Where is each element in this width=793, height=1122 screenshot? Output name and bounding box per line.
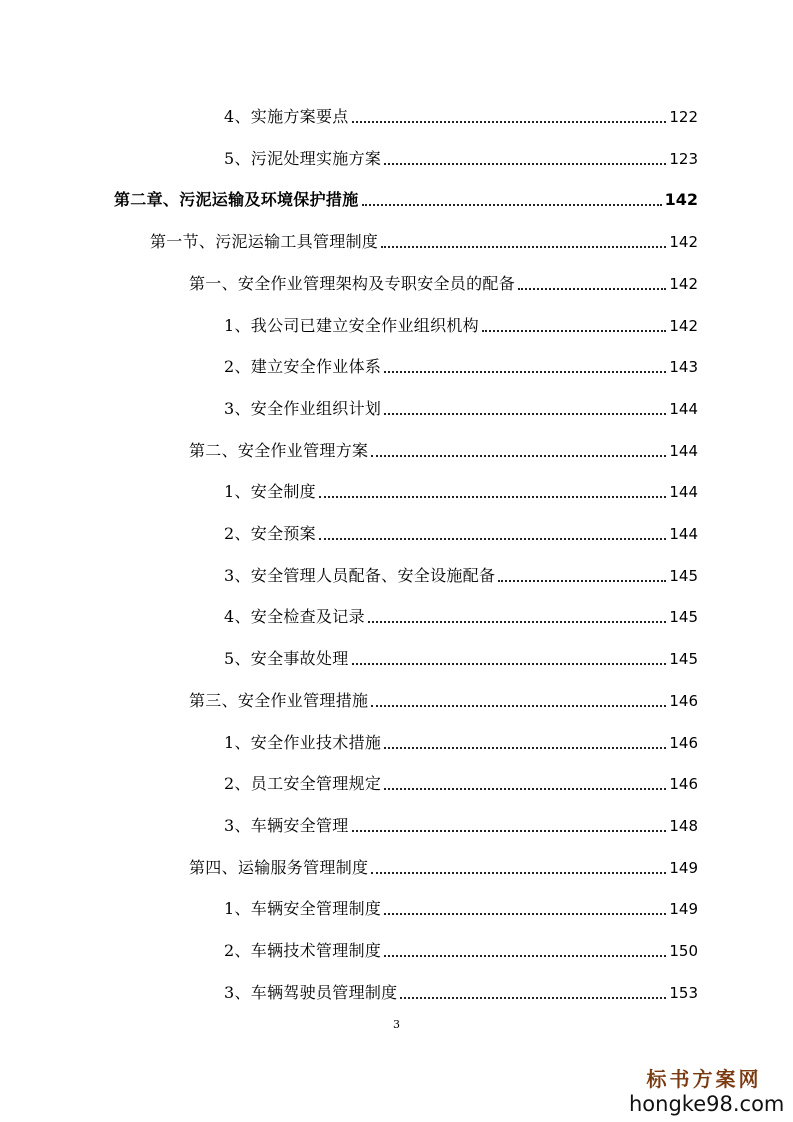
toc-entry[interactable]	[224, 142, 698, 170]
toc-entry-page: 144	[669, 442, 698, 460]
toc-entry[interactable]	[189, 434, 698, 462]
toc-entry-title: 5、污泥处理实施方案	[224, 149, 382, 168]
toc-dot-leader	[384, 163, 666, 165]
toc-entry[interactable]	[114, 183, 698, 211]
toc-dot-leader	[498, 580, 666, 582]
toc-entry-title: 第四、运输服务管理制度	[189, 858, 369, 877]
toc-entry-title: 3、车辆驾驶员管理制度	[224, 983, 398, 1002]
toc-entry-page: 122	[669, 108, 698, 126]
toc-entry-page: 144	[669, 483, 698, 501]
toc-entry-page: 142	[669, 275, 698, 293]
toc-entry-title: 1、安全制度	[224, 482, 316, 501]
toc-entry-page: 123	[669, 150, 698, 168]
toc-entry-page: 148	[669, 817, 698, 835]
toc-entry-page: 146	[669, 692, 698, 710]
toc-entry-page: 142	[664, 190, 698, 209]
toc-entry-title: 第三、安全作业管理措施	[189, 691, 369, 710]
toc-entry-page: 150	[669, 942, 698, 960]
toc-entry-title: 第二、安全作业管理方案	[189, 441, 369, 460]
toc-entry-title: 2、安全预案	[224, 524, 316, 543]
watermark-logo	[629, 1066, 785, 1116]
toc-dot-leader	[319, 496, 666, 498]
toc-entry[interactable]	[189, 267, 698, 295]
toc-entry[interactable]	[224, 642, 698, 670]
toc-dot-leader	[371, 455, 666, 457]
toc-dot-leader	[381, 246, 666, 248]
toc-dot-leader	[319, 538, 666, 540]
toc-entry[interactable]	[224, 726, 698, 754]
toc-dot-leader	[384, 913, 666, 915]
toc-entry[interactable]	[224, 767, 698, 795]
toc-entry-page: 145	[669, 608, 698, 626]
watermark-url: hongke98.com	[629, 1092, 785, 1116]
toc-entry-title: 1、我公司已建立安全作业组织机构	[224, 316, 479, 335]
toc-entry[interactable]	[224, 350, 698, 378]
toc-entry-page: 149	[669, 859, 698, 877]
toc-entry[interactable]	[224, 392, 698, 420]
toc-entry[interactable]	[150, 225, 698, 253]
toc-entry-page: 146	[669, 775, 698, 793]
toc-entry[interactable]	[224, 809, 698, 837]
toc-entry[interactable]	[224, 517, 698, 545]
toc-entry-page: 145	[669, 567, 698, 585]
toc-entry-title: 第一节、污泥运输工具管理制度	[150, 232, 379, 251]
toc-entry[interactable]	[224, 475, 698, 503]
toc-dot-leader	[482, 330, 666, 332]
toc-entry[interactable]	[224, 976, 698, 1004]
toc-dot-leader	[518, 288, 666, 290]
toc-dot-leader	[371, 705, 666, 707]
toc-entry-title: 2、车辆技术管理制度	[224, 941, 382, 960]
watermark-text: 标书方案网	[646, 1067, 762, 1091]
toc-dot-leader	[384, 788, 666, 790]
toc-dot-leader	[352, 830, 667, 832]
toc-dot-leader	[384, 413, 666, 415]
toc-entry-page: 142	[669, 317, 698, 335]
toc-entry-page: 153	[669, 984, 698, 1002]
page-number: 3	[393, 1018, 400, 1031]
toc-dot-leader	[384, 955, 666, 957]
toc-entry-page: 145	[669, 650, 698, 668]
toc-entry-title: 4、安全检查及记录	[224, 607, 365, 626]
toc-entry-title: 第二章、污泥运输及环境保护措施	[114, 190, 359, 209]
toc-dot-leader	[384, 747, 666, 749]
toc-entry-title: 5、安全事故处理	[224, 649, 349, 668]
toc-dot-leader	[368, 621, 666, 623]
toc-dot-leader	[352, 121, 667, 123]
toc-entry-title: 2、员工安全管理规定	[224, 774, 382, 793]
toc-entry-page: 142	[669, 233, 698, 251]
toc-entry-title: 4、实施方案要点	[224, 107, 349, 126]
toc-entry-page: 149	[669, 900, 698, 918]
toc-dot-leader	[362, 204, 662, 206]
toc-entry-title: 1、安全作业技术措施	[224, 733, 382, 752]
toc-entry-page: 146	[669, 734, 698, 752]
toc-entry[interactable]	[224, 309, 698, 337]
toc-entry[interactable]	[224, 559, 698, 587]
toc-entry[interactable]	[224, 100, 698, 128]
toc-dot-leader	[352, 663, 667, 665]
toc-entry[interactable]	[224, 934, 698, 962]
toc-entry-page: 144	[669, 525, 698, 543]
toc-entry-title: 2、建立安全作业体系	[224, 357, 382, 376]
toc-entry[interactable]	[224, 892, 698, 920]
toc-entry-title: 3、车辆安全管理	[224, 816, 349, 835]
toc-entry-page: 143	[669, 358, 698, 376]
toc-entry-title: 第一、安全作业管理架构及专职安全员的配备	[189, 274, 516, 293]
toc-entry-title: 1、车辆安全管理制度	[224, 899, 382, 918]
toc-dot-leader	[371, 872, 666, 874]
toc-entry[interactable]	[224, 600, 698, 628]
toc-entry-page: 144	[669, 400, 698, 418]
toc-entry-title: 3、安全管理人员配备、安全设施配备	[224, 566, 496, 585]
toc-entry[interactable]	[189, 684, 698, 712]
toc-entry-title: 3、安全作业组织计划	[224, 399, 382, 418]
toc-dot-leader	[400, 997, 666, 999]
toc-entry[interactable]	[189, 851, 698, 879]
toc-dot-leader	[384, 371, 666, 373]
